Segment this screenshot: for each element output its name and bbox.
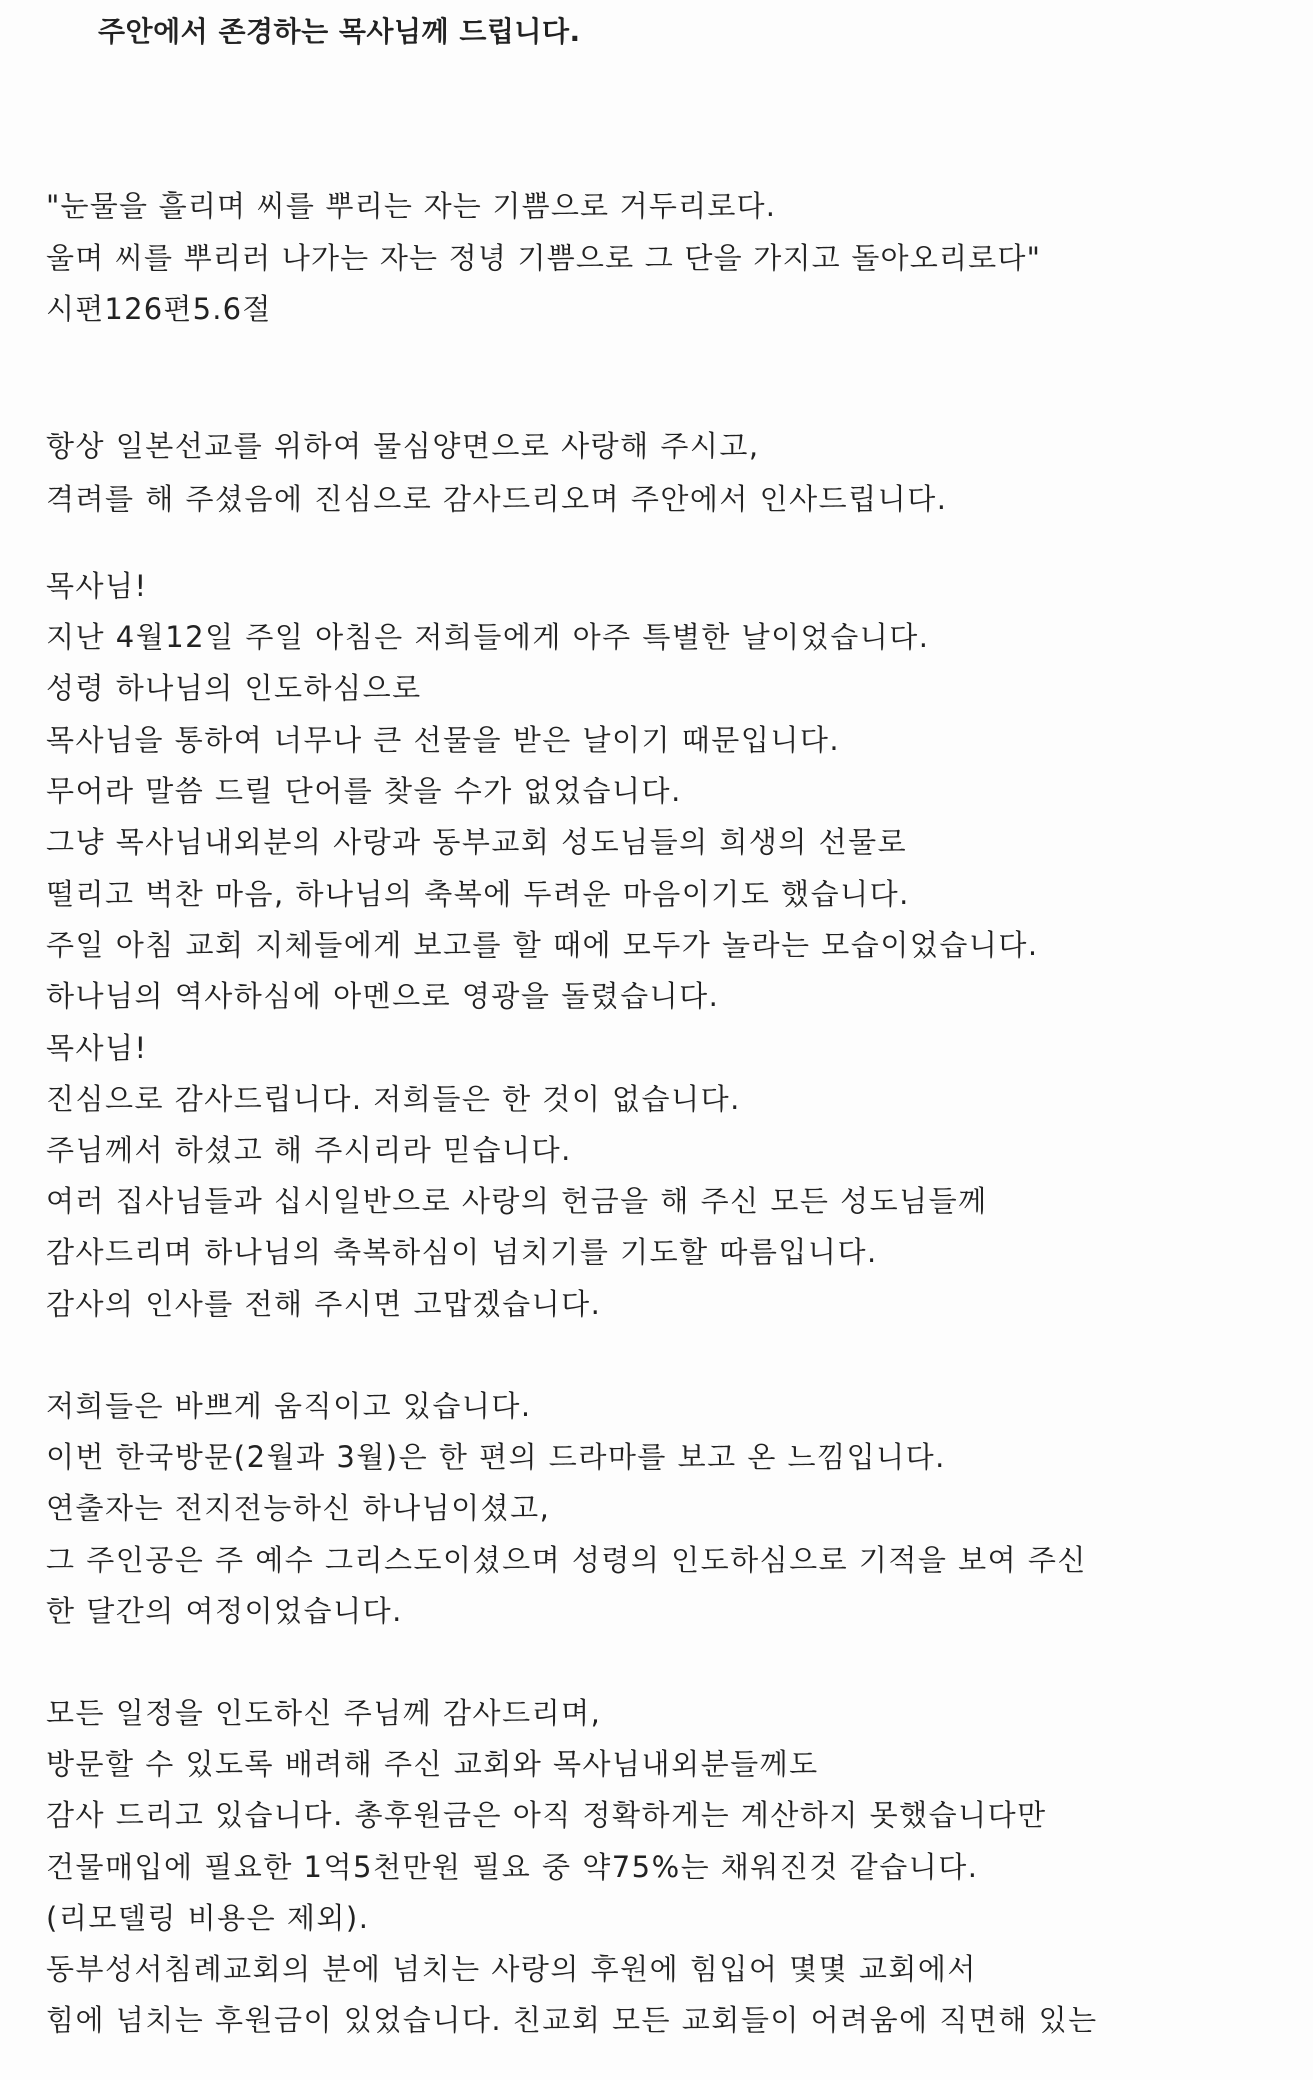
text-line: 성령 하나님의 인도하심으로	[46, 671, 422, 705]
text-line: 목사님!	[46, 569, 148, 603]
text-line: 방문할 수 있도록 배려해 주신 교회와 목사님내외분들께도	[46, 1747, 819, 1781]
text-line: 목사님!	[46, 1031, 148, 1065]
text-line: 진심으로 감사드립니다. 저희들은 한 것이 없습니다.	[46, 1082, 741, 1116]
text-line: 저희들은 바쁘게 움직이고 있습니다.	[46, 1389, 532, 1423]
text-line: 격려를 해 주셨음에 진심으로 감사드리오며 주안에서 인사드립니다.	[46, 482, 948, 516]
text-line: 모든 일정을 인도하신 주님께 감사드리며,	[46, 1696, 602, 1730]
text-line: 항상 일본선교를 위하여 물심양면으로 사랑해 주시고,	[46, 429, 760, 463]
verse-line: "눈물을 흘리며 씨를 뿌리는 자는 기쁨으로 거두리로다.	[46, 189, 777, 223]
text-line: 지난 4월12일 주일 아침은 저희들에게 아주 특별한 날이었습니다.	[46, 620, 930, 654]
text-line: 주일 아침 교회 지체들에게 보고를 할 때에 모두가 놀라는 모습이었습니다.	[46, 928, 1039, 962]
text-line: 주님께서 하셨고 해 주시리라 믿습니다.	[46, 1133, 572, 1167]
text-line: 힘에 넘치는 후원금이 있었습니다. 친교회 모든 교회들이 어려움에 직면해 있는	[46, 2003, 1098, 2037]
text-line: 떨리고 벅찬 마음, 하나님의 축복에 두려운 마음이기도 했습니다.	[46, 877, 910, 911]
text-line: 감사의 인사를 전해 주시면 고맙겠습니다.	[46, 1287, 602, 1321]
text-line: 이번 한국방문(2월과 3월)은 한 편의 드라마를 보고 온 느낌입니다.	[46, 1440, 946, 1474]
text-line: 무어라 말씀 드릴 단어를 찾을 수가 없었습니다.	[46, 774, 682, 808]
text-line: 한 달간의 여정이었습니다.	[46, 1594, 403, 1628]
text-line: (리모델링 비용은 제외).	[46, 1901, 370, 1935]
text-line: 그 주인공은 주 예수 그리스도이셨으며 성령의 인도하심으로 기적을 보여 주신	[46, 1543, 1087, 1577]
text-line: 하나님의 역사하심에 아멘으로 영광을 돌렸습니다.	[46, 979, 720, 1013]
text-line: 감사드리며 하나님의 축복하심이 넘치기를 기도할 따름입니다.	[46, 1235, 878, 1269]
text-line: 그냥 목사님내외분의 사랑과 동부교회 성도님들의 희생의 선물로	[46, 825, 908, 859]
text-line: 연출자는 전지전능하신 하나님이셨고,	[46, 1491, 551, 1525]
verse-reference: 시편126편5.6절	[46, 292, 272, 326]
text-line: 동부성서침례교회의 분에 넘치는 사랑의 후원에 힘입어 몇몇 교회에서	[46, 1952, 977, 1986]
text-line: 감사 드리고 있습니다. 총후원금은 아직 정확하게는 계산하지 못했습니다만	[46, 1798, 1047, 1832]
text-line: 건물매입에 필요한 1억5천만원 필요 중 약75%는 채워진것 같습니다.	[46, 1850, 979, 1884]
verse-line: 울며 씨를 뿌리러 나가는 자는 정녕 기쁨으로 그 단을 가지고 돌아오리로다"	[46, 241, 1042, 275]
letter-salutation: 주안에서 존경하는 목사님께 드립니다.	[98, 15, 581, 48]
text-line: 여러 집사님들과 십시일반으로 사랑의 헌금을 해 주신 모든 성도님들께	[46, 1184, 988, 1218]
text-line: 목사님을 통하여 너무나 큰 선물을 받은 날이기 때문입니다.	[46, 723, 841, 757]
